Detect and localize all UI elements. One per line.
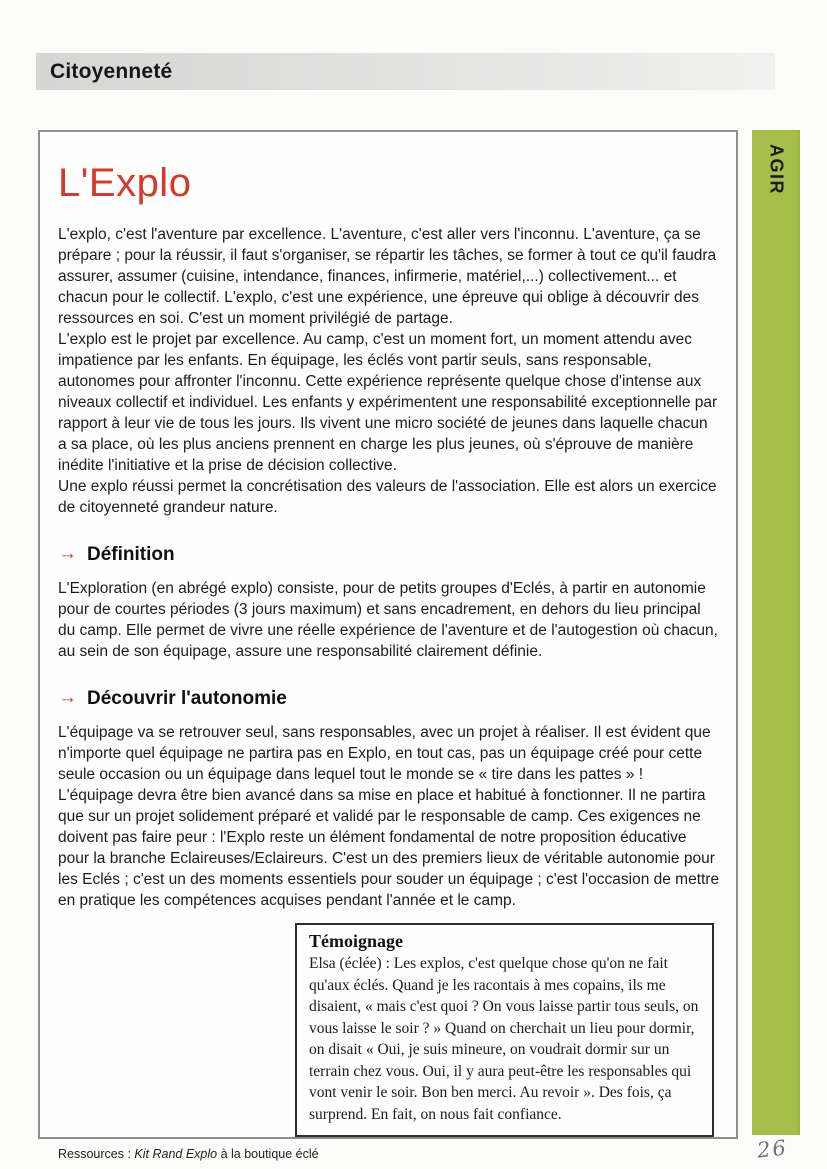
arrow-icon: → — [58, 687, 77, 708]
resources-prefix: Ressources : — [58, 1147, 135, 1161]
side-tab-label: AGIR — [766, 144, 787, 195]
intro-paragraph: L'explo est le projet par excellence. Au camp, c'est un moment fort, un moment attendu avec impatience par les enfants. En équipage, les éclés vont partir seuls, sans responsable, autonomes pour affronter l'inconnu. Cette expérience représente quelque chose d'intense aux niveaux collectif et individuel. Les enfants y expérimentent une responsabilité exceptionnelle par rapport à leur vie de tous les jours. Ils vivent une micro société de jeunes dans laquelle chacun a sa place, où les plus anciens prennent en charge les plus jeunes, où s'éprouve de manière inédite l'initiative et la prise de décision collective. — [58, 331, 718, 474]
page-title: L'Explo — [58, 161, 192, 205]
section-paragraph: L'Exploration (en abrégé explo) consiste, pour de petits groupes d'Eclés, à partir en autonomie pour de courtes périodes (3 jours maximum) et sans encadrement, en dehors du lieu principal du camp. Elle permet de vivre une réelle expérience de l'aventure et de l'autogestion où chacun, au sein de son équipage, assure une responsabilité clairement définie. — [58, 580, 718, 660]
testimonial-body: Elsa (éclée) : Les explos, c'est quelque chose qu'on ne fait qu'aux éclés. Quand je les racontais à mes copains, ils me disaient, « mais c'est quoi ? On vous laisse partir tous seuls, on vous laisse le soir ? » Quand on cherchait un lieu pour dormir, on disait « Oui, je suis mineure, on voudrait dormir sur un terrain chez vous. Oui, il y aura peut-être les responsables qui vont venir le soir. Bon ben merci. Au revoir ». Des fois, ça surprend. En fait, on nous fait confiance. — [309, 955, 699, 1123]
arrow-icon: → — [58, 543, 77, 564]
handwritten-page-number: 26 — [755, 1135, 789, 1163]
resources-suffix: à la boutique éclé — [217, 1147, 319, 1161]
section-heading-definition — [58, 544, 720, 566]
intro-block — [58, 224, 720, 518]
side-tab-agir — [752, 130, 800, 1135]
section-banner — [36, 53, 775, 90]
section-heading-label: Définition — [87, 544, 175, 565]
section-heading-label: Découvrir l'autonomie — [87, 688, 287, 709]
article-card — [38, 130, 738, 1161]
testimonial-box — [295, 923, 714, 1137]
intro-paragraph: L'explo, c'est l'aventure par excellence. L'aventure, c'est aller vers l'inconnu. L'aventure, ça se prépare ; pour la réussir, il faut s'organiser, se répartir les tâches, se former à tout ce qu'il faudra assurer, assumer (cuisine, intendance, finances, infirmerie, matériel,...) collectivement... et chacun pour le collectif. L'explo, c'est une expérience, une épreuve qui oblige à découvrir des ressources en soi. C'est un moment privilégié de partage. — [58, 226, 717, 327]
intro-paragraph: Une explo réussi permet la concrétisation des valeurs de l'association. Elle est alors un exercice de citoyenneté grandeur nature. — [58, 478, 717, 516]
section-heading-autonomie — [58, 688, 720, 710]
testimonial-title: Témoignage — [309, 931, 403, 951]
resources-note — [58, 1147, 720, 1161]
section-paragraph: L'équipage va se retrouver seul, sans responsables, avec un projet à réaliser. Il est évident que n'importe quel équipage ne partira pas en Explo, en tout cas, pas un équipage créé pour cette seule occasion ou un équipage dans lequel tout le monde se « tire dans les pattes » ! L'équipage devra être bien avancé dans sa mise en place et habitué à fonctionner. Il ne partira que sur un projet solidement préparé et validé par le responsable de camp. Ces exigences ne doivent pas faire peur : l'Explo reste un élément fondamental de notre proposition éducative pour la branche Eclaireuses/Eclaireurs. C'est un des premiers lieux de véritable autonomie pour les Eclés ; c'est un des moments essentiels pour souder un équipage ; c'est l'occasion de mettre en pratique les compétences acquises pendant l'année et le camp. — [58, 724, 720, 909]
section-banner-title: Citoyenneté — [50, 59, 173, 83]
resources-kit-title: Kit Rand Explo — [134, 1147, 218, 1161]
